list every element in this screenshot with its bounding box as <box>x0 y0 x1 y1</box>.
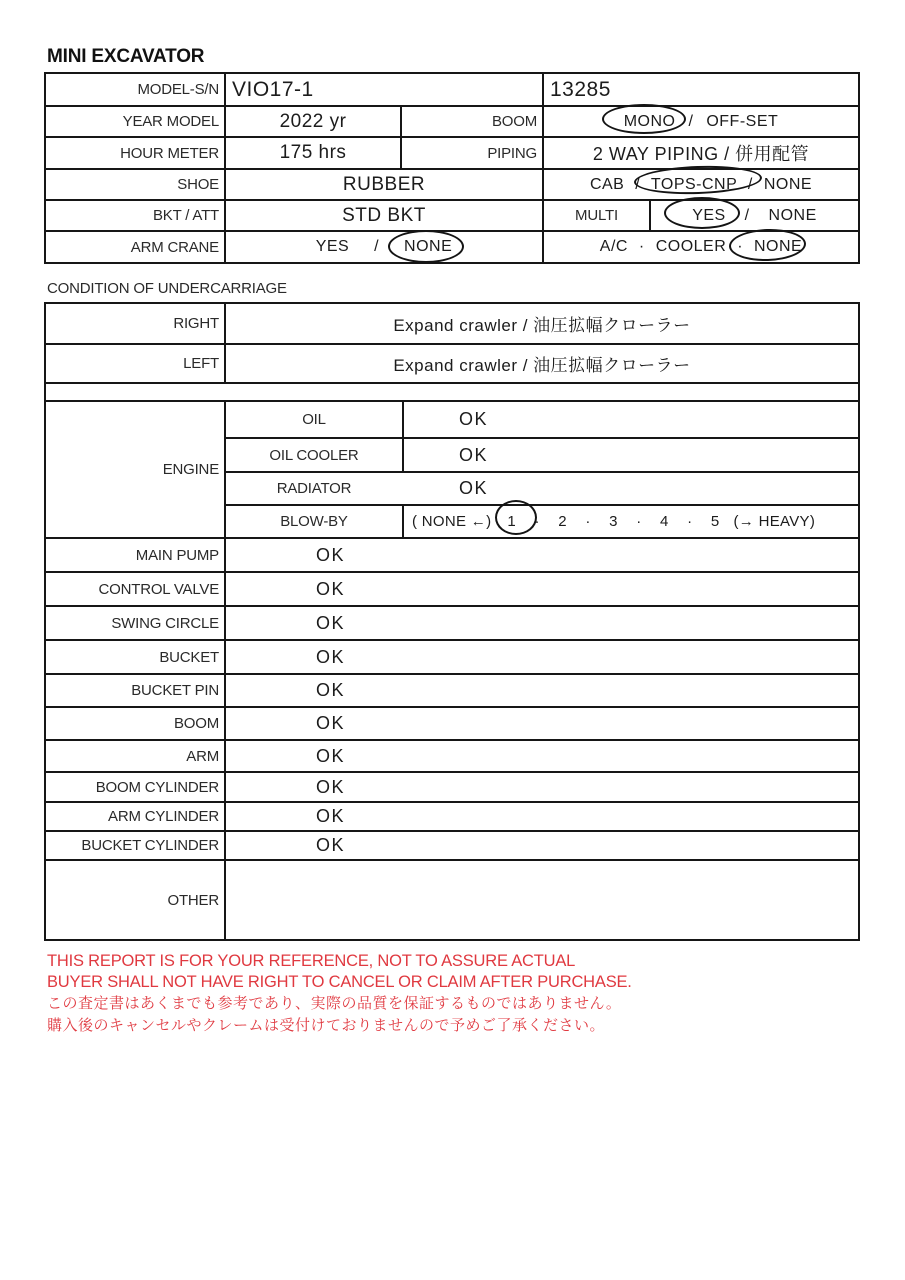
other-label: OTHER <box>167 891 219 909</box>
condition-row-bucket <box>46 639 858 673</box>
bucket-value: OK <box>224 641 858 673</box>
condition-row-main-pump <box>46 537 858 571</box>
cab-value: CAB / TOPS-CNP / NONE <box>542 170 858 199</box>
condition-row-bucket-pin <box>46 673 858 706</box>
serial-value: 13285 <box>542 74 858 105</box>
condition-heading: CONDITION OF UNDERCARRIAGE <box>47 280 287 297</box>
blow-by-suffix: (→ HEAVY) <box>733 513 816 530</box>
ac-cooler-value: A/C · COOLER · NONE <box>542 232 858 262</box>
boom-cond-value: OK <box>224 708 858 739</box>
spec-row-hour <box>46 136 858 168</box>
spec-table <box>44 72 860 264</box>
boom-value: MONO / OFF-SET <box>542 107 858 136</box>
main-pump-value: OK <box>224 539 858 571</box>
radiator-label: RADIATOR <box>276 480 352 497</box>
disclaimer-line-4: 購入後のキャンセルやクレームは受付けておりませんので予めご了承ください。 <box>47 1017 606 1034</box>
multi-label: MULTI <box>542 201 649 230</box>
swing-circle-label: SWING CIRCLE <box>111 614 219 632</box>
condition-row-other <box>46 859 858 939</box>
disclaimer-line-3: この査定書はあくまでも参考であり、実際の品質を保証するものではありません。 <box>47 995 622 1012</box>
condition-row-right <box>46 304 858 343</box>
condition-row-engine <box>46 400 858 537</box>
bucket-label: BUCKET <box>159 648 219 666</box>
engine-subrow-blow-by <box>226 504 858 537</box>
blow-by-value <box>402 506 858 537</box>
report-page <box>44 46 860 1037</box>
engine-label: ENGINE <box>162 461 219 478</box>
main-pump-label: MAIN PUMP <box>135 546 219 564</box>
page-title: MINI EXCAVATOR <box>47 46 205 67</box>
hour-meter-label: HOUR METER <box>120 144 219 162</box>
bucket-pin-value: OK <box>224 675 858 706</box>
condition-table <box>44 302 860 941</box>
spec-row-arm-crane <box>46 230 858 262</box>
arm-crane-label: ARM CRANE <box>130 238 219 256</box>
arm-crane-value: YES / NONE <box>224 232 542 262</box>
multi-value: YES / NONE <box>649 201 858 230</box>
control-valve-label: CONTROL VALVE <box>98 580 219 598</box>
control-valve-value: OK <box>224 573 858 605</box>
blow-by-label: BLOW-BY <box>280 513 348 530</box>
disclaimer-line-1: THIS REPORT IS FOR YOUR REFERENCE, NOT TO ASSURE ACTUAL <box>47 952 576 970</box>
condition-row-arm <box>46 739 858 771</box>
engine-subtable <box>224 402 858 537</box>
model-label: MODEL-S/N <box>137 81 219 98</box>
piping-label: PIPING <box>400 138 542 168</box>
oil-label: OIL <box>302 411 326 428</box>
spec-row-bkt-att <box>46 199 858 230</box>
model-value: VIO17-1 <box>224 74 542 105</box>
bucket-cylinder-value: OK <box>224 832 858 859</box>
arm-cylinder-label: ARM CYLINDER <box>108 808 219 825</box>
spec-row-model <box>46 74 858 105</box>
disclaimer-line-2: BUYER SHALL NOT HAVE RIGHT TO CANCEL OR CLAIM AFTER PURCHASE. <box>47 973 632 991</box>
bkt-att-value: STD BKT <box>224 201 542 230</box>
shoe-label: SHOE <box>177 176 219 193</box>
condition-row-boom-cylinder <box>46 771 858 801</box>
disclaimer-block <box>47 951 860 1037</box>
blow-by-prefix: ( NONE ←) <box>412 513 492 530</box>
boom-cylinder-value: OK <box>224 773 858 801</box>
right-label: RIGHT <box>173 315 219 332</box>
boom-label: BOOM <box>400 107 542 136</box>
arm-cond-value: OK <box>224 741 858 771</box>
bucket-pin-label: BUCKET PIN <box>131 682 219 699</box>
engine-subrow-oil-cooler <box>226 437 858 471</box>
right-value: Expand crawler / 油圧拡幅クローラー <box>224 304 858 343</box>
condition-row-control-valve <box>46 571 858 605</box>
oil-value: OK <box>402 402 858 437</box>
condition-row-boom <box>46 706 858 739</box>
spec-row-shoe <box>46 168 858 199</box>
left-label: LEFT <box>183 355 219 372</box>
spec-row-year <box>46 105 858 136</box>
left-value: Expand crawler / 油圧拡幅クローラー <box>224 345 858 382</box>
bucket-cylinder-label: BUCKET CYLINDER <box>81 837 219 854</box>
year-value: 2022 yr <box>224 107 400 136</box>
piping-value: 2 WAY PIPING / 併用配管 <box>542 138 858 168</box>
spacer-cell <box>46 384 858 400</box>
other-value <box>224 861 858 939</box>
arm-cylinder-value: OK <box>224 803 858 830</box>
boom-cond-label: BOOM <box>173 715 219 732</box>
condition-row-left <box>46 343 858 382</box>
year-label: YEAR MODEL <box>122 113 219 130</box>
condition-row-swing-circle <box>46 605 858 639</box>
swing-circle-value: OK <box>224 607 858 639</box>
radiator-value: OK <box>459 478 489 498</box>
oil-cooler-label: OIL COOLER <box>269 446 359 464</box>
blow-by-scale: 1 · 2 · 3 · 4 · 5 <box>507 513 720 530</box>
oil-cooler-value: OK <box>402 439 858 471</box>
condition-row-spacer <box>46 382 858 400</box>
bkt-att-label: BKT / ATT <box>153 207 219 224</box>
boom-cylinder-label: BOOM CYLINDER <box>95 778 219 796</box>
condition-row-bucket-cylinder <box>46 830 858 859</box>
engine-subrow-radiator <box>226 471 858 504</box>
shoe-value: RUBBER <box>224 170 542 199</box>
condition-row-arm-cylinder <box>46 801 858 830</box>
arm-cond-label: ARM <box>186 747 219 765</box>
engine-subrow-oil <box>226 402 858 437</box>
hour-meter-value: 175 hrs <box>224 138 400 168</box>
